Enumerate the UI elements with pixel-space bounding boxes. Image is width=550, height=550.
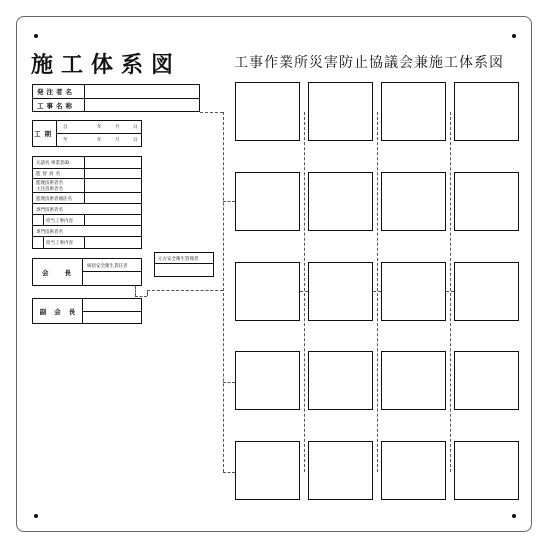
- mounting-hole: [512, 514, 516, 518]
- mounting-hole: [34, 34, 38, 38]
- project-row: [33, 99, 199, 112]
- subcontractor-box: [308, 351, 373, 410]
- prime-safety-row: [155, 253, 213, 264]
- assistant-engineer-label: 監理技術者補佐名: [33, 193, 85, 203]
- mounting-hole: [34, 514, 38, 518]
- branch-line: [223, 382, 235, 383]
- work-content-label: 担当工事内容: [43, 237, 85, 249]
- subcontractor-box: [235, 82, 300, 141]
- prime-contractor-table: [32, 156, 142, 249]
- from-label: 自: [63, 125, 68, 130]
- to-label: 至: [63, 138, 68, 143]
- specialist-row: [33, 204, 141, 215]
- period-from-row: [57, 121, 141, 134]
- work-content-label: 担当工事内容: [43, 215, 85, 225]
- subcontractor-box: [235, 262, 300, 321]
- contractor-row: [33, 157, 141, 169]
- project-label: 工事名称: [33, 99, 85, 112]
- subcontractor-box: [381, 262, 446, 321]
- subcontractor-box: [454, 351, 519, 410]
- day-label: 日: [133, 138, 138, 143]
- subcontractor-box: [308, 82, 373, 141]
- subcontractor-box: [235, 172, 300, 231]
- vice-president-label: 副会長: [33, 299, 83, 323]
- column-line: [450, 112, 451, 472]
- row-line: [446, 291, 454, 292]
- subcontractor-box: [381, 172, 446, 231]
- page-title: 施工体系図: [31, 53, 182, 78]
- branch-line: [223, 201, 235, 202]
- subcontractor-box: [454, 262, 519, 321]
- period-to-row: [57, 134, 141, 147]
- prime-safety-label: 元方安全衛生管理者: [158, 257, 199, 262]
- supervisor-row: [33, 169, 141, 179]
- subcontractor-box: [235, 441, 300, 500]
- subcontractor-box: [454, 441, 519, 500]
- vice-president-row: [83, 299, 141, 312]
- period-label: 工期: [33, 121, 57, 146]
- row-line: [300, 291, 308, 292]
- month-label: 月: [115, 138, 120, 143]
- subcontractor-box: [308, 262, 373, 321]
- prime-safety-manager-box: [154, 252, 214, 277]
- chief-engineer-label: 主任技術者名: [36, 187, 63, 192]
- contractor-id-label: 元請名·事業者ID: [33, 157, 85, 168]
- safety-manager-label: 統括安全衛生責任者: [87, 264, 128, 269]
- president-table: [32, 258, 142, 286]
- specialist-label: 専門技術者名: [36, 230, 63, 235]
- work-content-row: [33, 215, 141, 226]
- client-label: 発注者名: [33, 85, 85, 98]
- client-row: [33, 85, 199, 99]
- subcontractor-box: [381, 441, 446, 500]
- subcontractor-box: [308, 172, 373, 231]
- engineer-row: [33, 179, 141, 193]
- safety-manager-row: [83, 259, 141, 272]
- subcontractor-box: [381, 82, 446, 141]
- month-label: 月: [115, 125, 120, 130]
- day-label: 日: [133, 125, 138, 130]
- subcontractor-box: [235, 351, 300, 410]
- year-label: 年: [97, 138, 102, 143]
- subcontractor-box: [308, 441, 373, 500]
- connector-line: [135, 286, 136, 296]
- supervisor-label: 監督員名: [33, 169, 85, 178]
- spine-line: [223, 112, 224, 472]
- subcontractor-box: [381, 351, 446, 410]
- assistant-row: [33, 193, 141, 204]
- column-line: [304, 112, 305, 472]
- period-table: [32, 120, 142, 147]
- column-line: [377, 112, 378, 472]
- connector-line: [135, 296, 147, 297]
- subcontractor-box: [454, 82, 519, 141]
- vice-president-table: [32, 298, 142, 324]
- subcontractor-box: [454, 172, 519, 231]
- mounting-hole: [512, 34, 516, 38]
- specialist-label: 専門技術者名: [36, 208, 63, 213]
- work-content-row: [33, 237, 141, 249]
- row-line: [373, 291, 381, 292]
- branch-line: [223, 472, 235, 473]
- managing-engineer-label: 監理技術者名: [36, 181, 63, 186]
- spine-line: [200, 112, 223, 113]
- year-label: 年: [97, 125, 102, 130]
- project-info-table: [32, 84, 200, 112]
- specialist-row: [33, 226, 141, 237]
- connector-line: [147, 290, 223, 291]
- page-subtitle: 工事作業所災害防止協議会兼施工体系図: [234, 55, 504, 71]
- president-label: 会長: [33, 259, 83, 285]
